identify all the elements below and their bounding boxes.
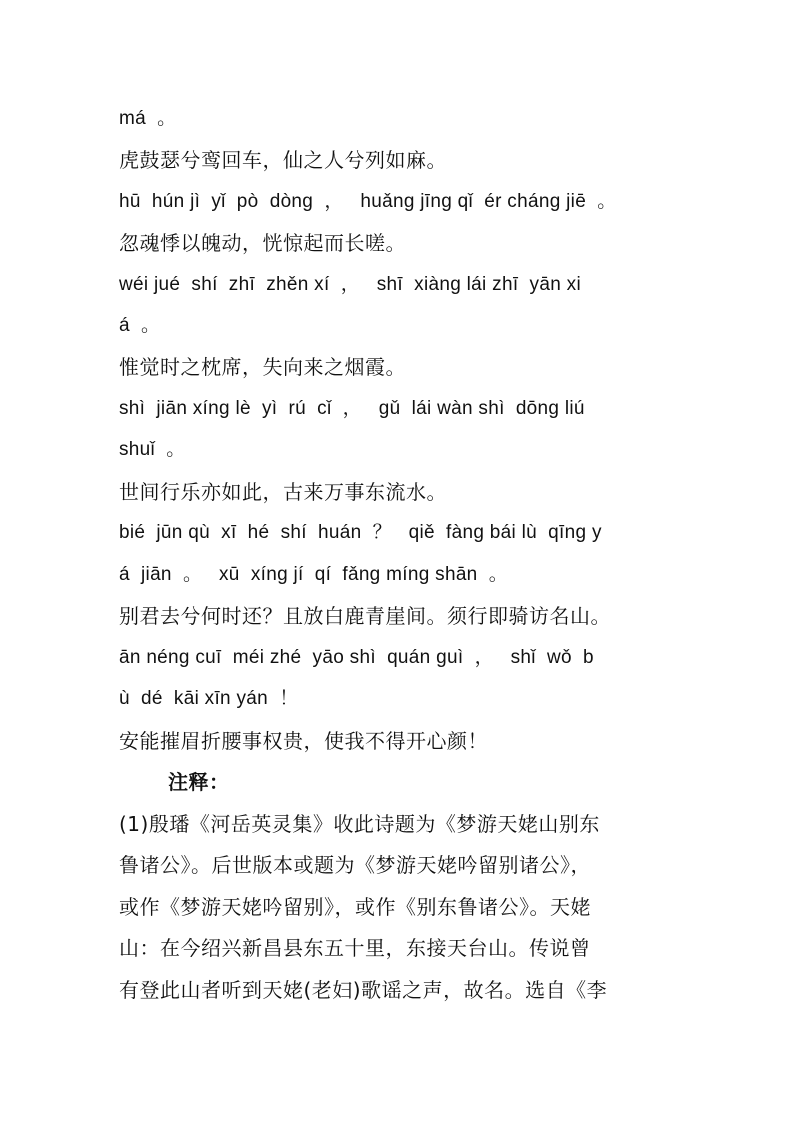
note-line: (1)殷璠《河岳英灵集》收此诗题为《梦游天姥山别东 bbox=[119, 812, 600, 836]
pinyin-line: hū hún jì yǐ pò dòng ， huǎng jīng qǐ ér cháng jiē 。 bbox=[119, 191, 617, 212]
note-line: 有登此山者听到天姥(老妇)歌谣之声，故名。选自《李 bbox=[119, 978, 608, 1002]
poem-line: 世间行乐亦如此，古来万事东流水。 bbox=[119, 480, 447, 504]
pinyin-line: shuǐ 。 bbox=[119, 439, 186, 460]
poem-line: 安能摧眉折腰事权贵，使我不得开心颜！ bbox=[119, 729, 488, 753]
note-line: 鲁诸公》。后世版本或题为《梦游天姥吟留别诸公》， bbox=[119, 853, 591, 877]
poem-line: 忽魂悸以魄动，恍惊起而长嗟。 bbox=[119, 231, 406, 255]
pinyin-line: bié jūn qù xī hé shí huán ？ qiě fàng bái lù qīng y bbox=[119, 522, 602, 543]
note-line: 或作《梦游天姥吟留别》，或作《别东鲁诸公》。天姥 bbox=[119, 895, 591, 919]
poem-line: 惟觉时之枕席，失向来之烟霞。 bbox=[119, 355, 406, 379]
pinyin-line: shì jiān xíng lè yì rú cǐ ， gǔ lái wàn shì dōng liú bbox=[119, 398, 585, 419]
poem-line: 别君去兮何时还？且放白鹿青崖间。须行即骑访名山。 bbox=[119, 604, 611, 628]
poem-line: 虎鼓瑟兮鸾回车，仙之人兮列如麻。 bbox=[119, 148, 447, 172]
pinyin-line: á jiān 。 xū xíng jí qí fǎng míng shān 。 bbox=[119, 564, 509, 585]
pinyin-line: wéi jué shí zhī zhěn xí ， shī xiàng lái zhī yān xi bbox=[119, 274, 581, 295]
notes-heading: 注释： bbox=[168, 770, 230, 794]
pinyin-line: ù dé kāi xīn yán ！ bbox=[119, 688, 299, 709]
note-line: 山：在今绍兴新昌县东五十里，东接天台山。传说曾 bbox=[119, 936, 591, 960]
pinyin-line: á 。 bbox=[119, 315, 161, 336]
pinyin-line: ān néng cuī méi zhé yāo shì quán guì ， shǐ wǒ b bbox=[119, 647, 594, 668]
pinyin-line: má 。 bbox=[119, 108, 177, 129]
